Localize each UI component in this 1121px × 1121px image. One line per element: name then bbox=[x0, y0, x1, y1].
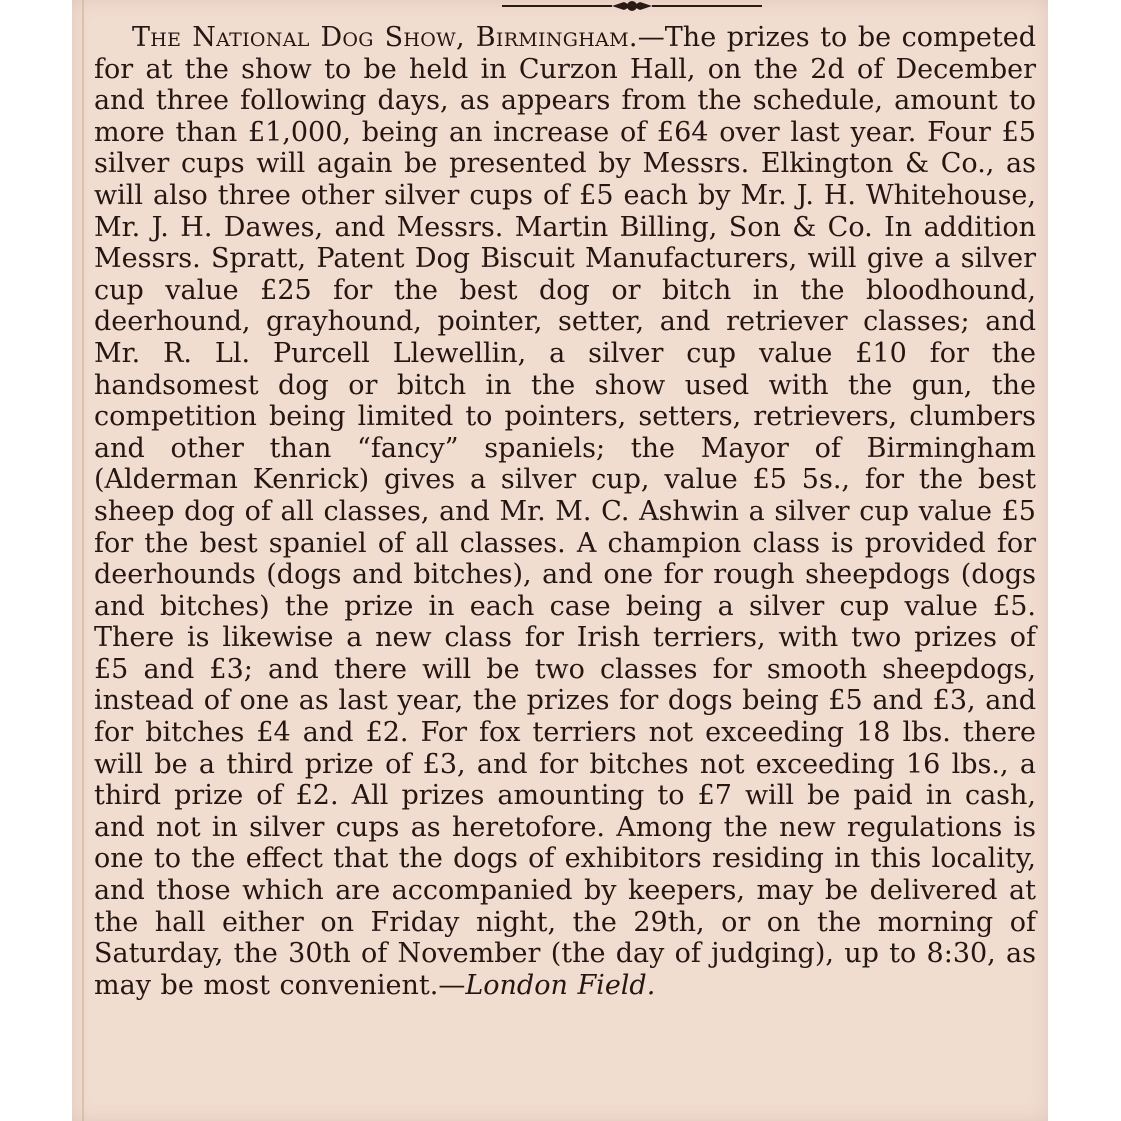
article-body: —The prizes to be competed for at the show to be held in Curzon Hall, on the 2d of December and three following days, as appears from the schedule, amount to more than £1,000, being an increase of £64 over last year. Four £5 silver cups will again be presented by Messrs. Elkington & Co., as will also three other silver cups of £5 each by Mr. J. H. Whitehouse, Mr. J. H. Dawes, and Messrs. Martin Billing, Son & Co. In addition Messrs. Spratt, Patent Dog Biscuit Manufacturers, will give a silver cup value £25 for the best dog or bitch in the bloodhound, deerhound, grayhound, pointer, setter, and retriever classes; and Mr. R. Ll. Purcell Llewellin, a silver cup value £10 for the handsomest dog or bitch in the show used with the gun, the competition being limited to pointers, setters, retrievers, clumbers and other than “fancy” spaniels; the Mayor of Birmingham (Alderman Kenrick) gives a silver cup, value £5 5s., for the best sheep dog of all classes, and Mr. M. C. Ashwin a silver cup value £5 for the best spaniel of all classes. A champion class is provided for deerhounds (dogs and bitches), and one for rough sheepdogs (dogs and bitches) the prize in each case being a silver cup value £5. There is likewise a new class for Irish terriers, with two prizes of £5 and £3; and there will be two classes for smooth sheepdogs, instead of one as last year, the prizes for dogs being £5 and £3, and for bitches £4 and £2. For fox terriers not exceeding 18 lbs. there will be a third prize of £3, and for bitches not exceeding 16 lbs., a third prize of £2. All prizes amounting to £7 will be paid in cash, and not in silver cups as heretofore. Among the new regulations is one to the effect that the dogs of exhibitors residing in this locality, and those which are accompanied by keepers, may be delivered at the hall either on Friday night, the 29th, or on the morning of Saturday, the 30th of November (the day of judging), up to 8:30, as may be most convenient. bbox=[94, 22, 1036, 1001]
attribution-dash: — bbox=[438, 969, 466, 1001]
article-source: London Field. bbox=[465, 969, 656, 1001]
newspaper-clipping bbox=[72, 0, 1048, 1121]
decorative-rule-icon bbox=[502, 0, 762, 14]
article-text bbox=[94, 22, 1036, 1001]
article-headline: The National Dog Show, Birmingham. bbox=[132, 22, 638, 53]
